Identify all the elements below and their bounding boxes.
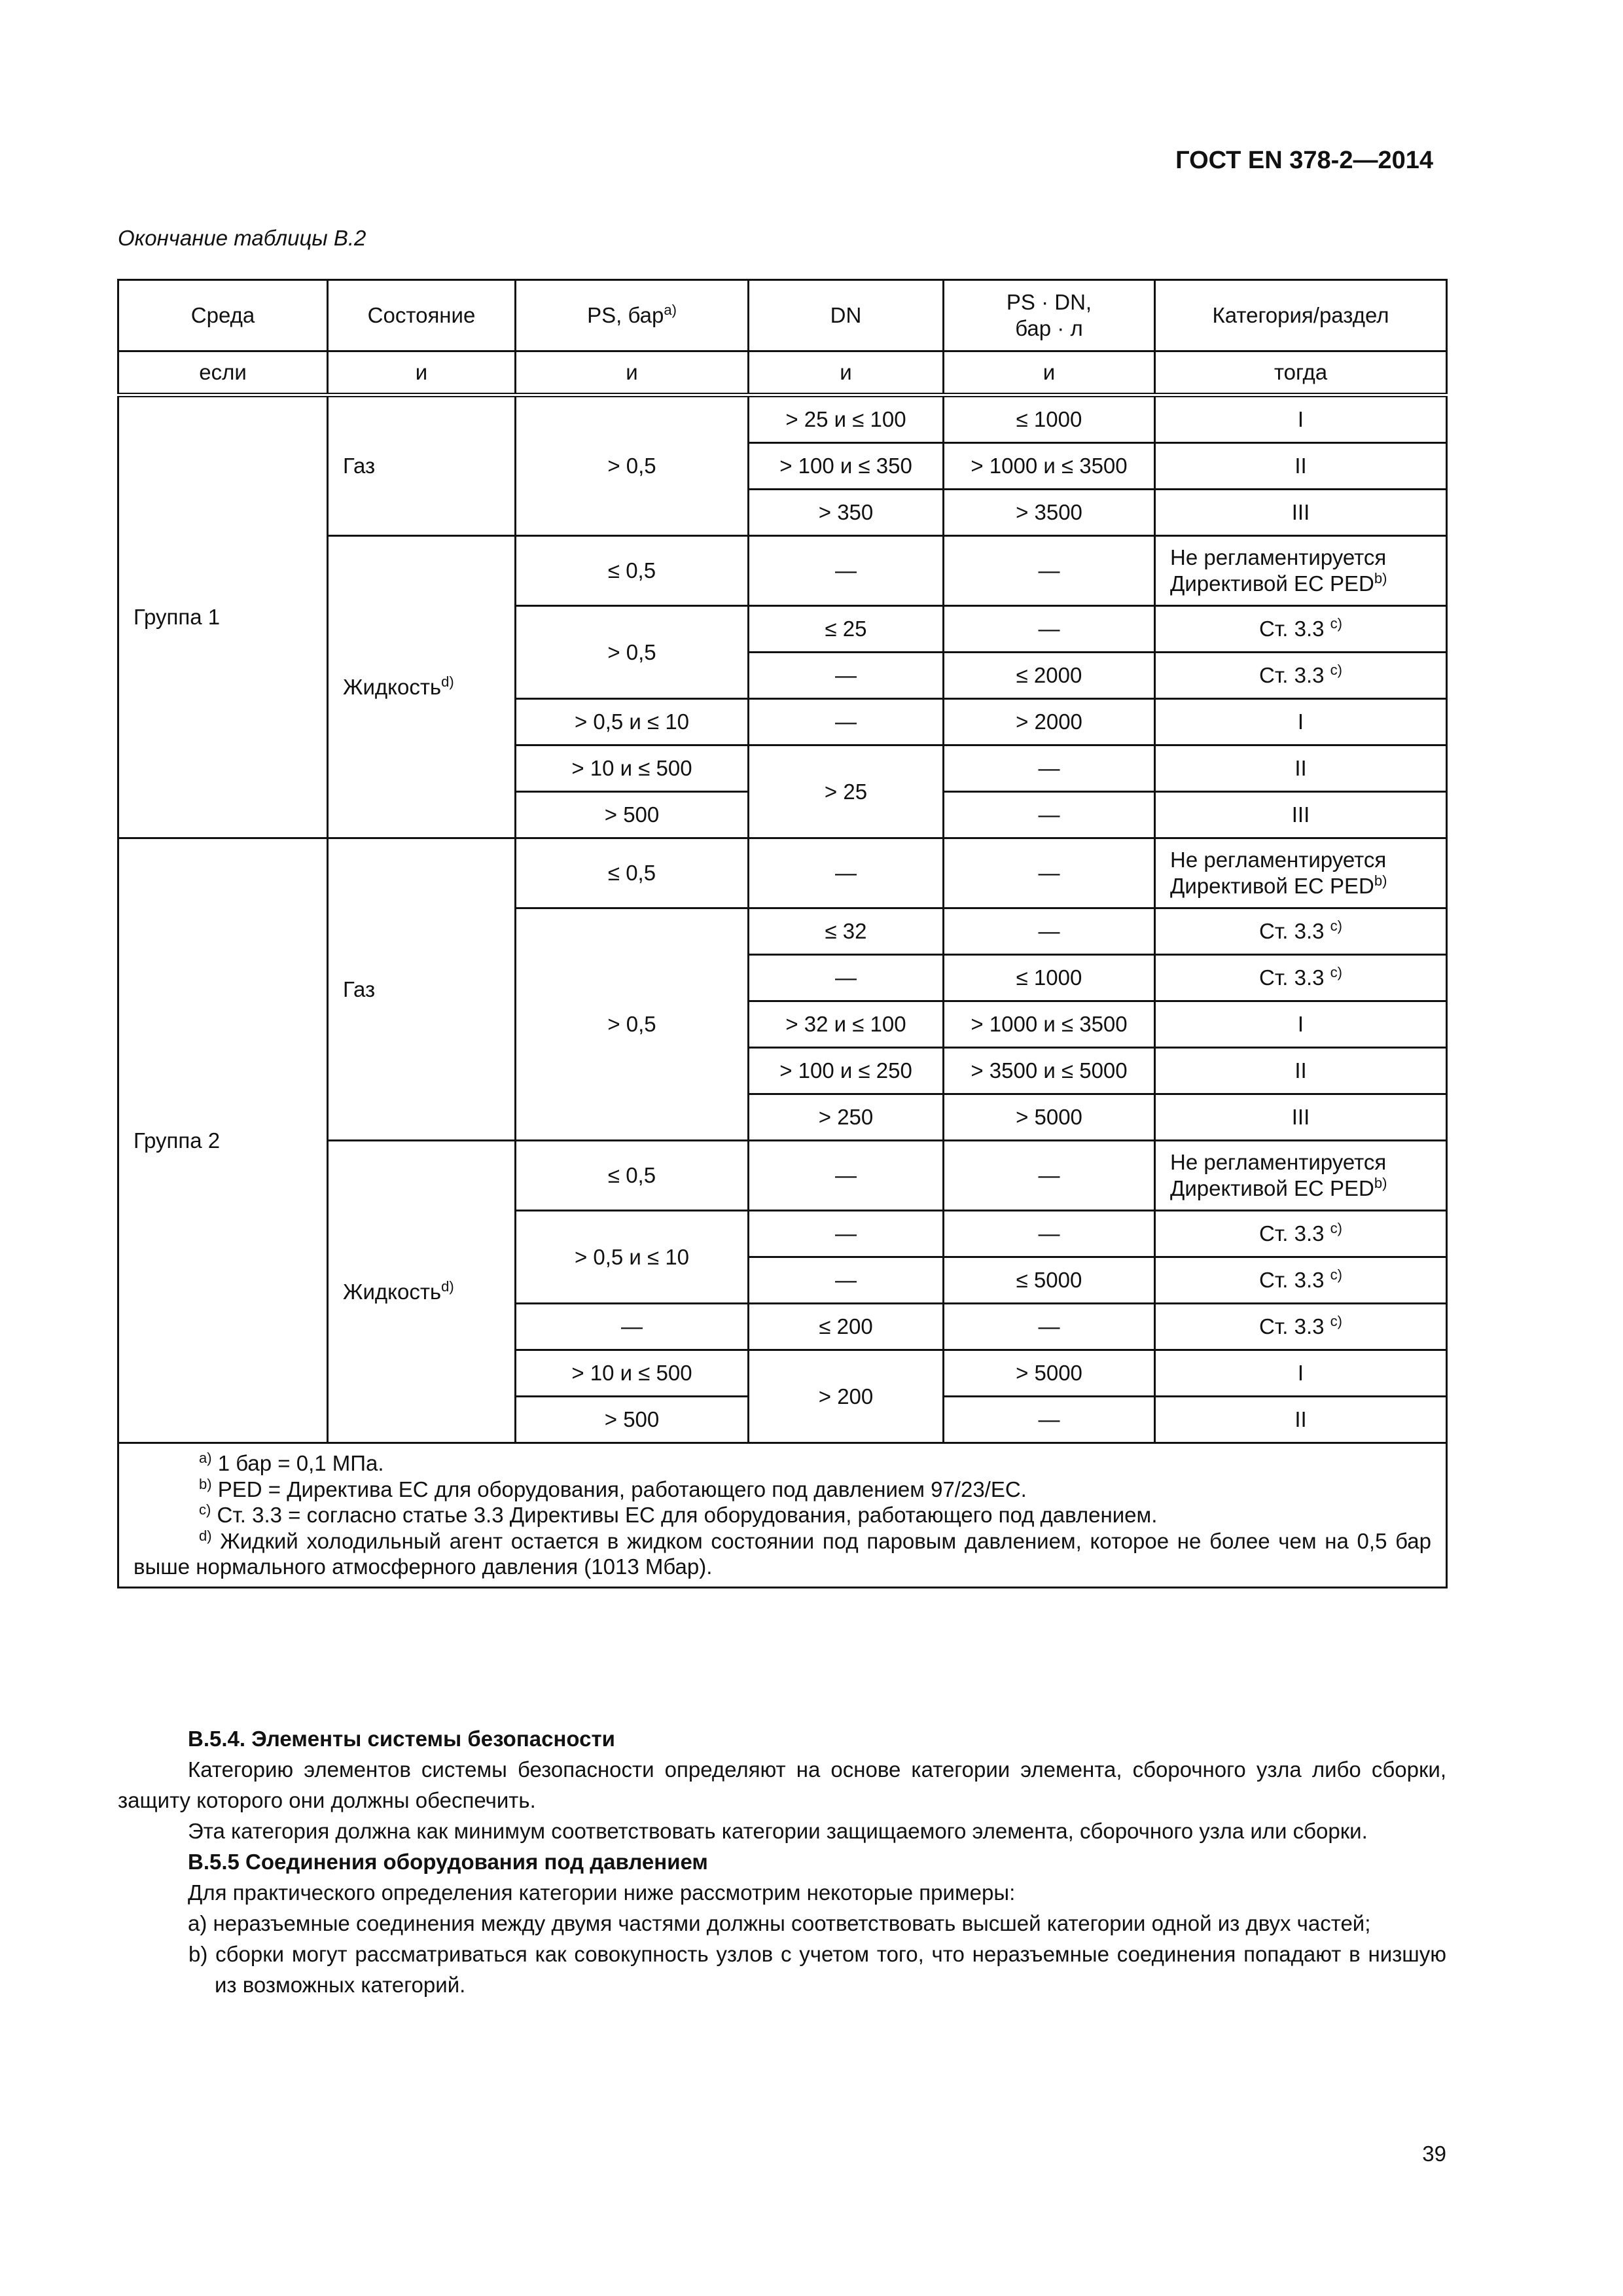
category-cell: III xyxy=(1155,1094,1447,1141)
footnote-b: $^{b)}$ PED = Директива ЕС для оборудования, работающего под давлением 97/23/ЕС. xyxy=(199,1475,1027,1501)
ps-cell: > 0,5 xyxy=(516,908,749,1141)
dn-cell: — xyxy=(749,955,944,1001)
category-cell: Не регламентируется Директивой ЕС PED$^{b)}$ xyxy=(1155,838,1447,908)
psdn-cell: — xyxy=(944,1211,1155,1257)
ps-cell: > 0,5 xyxy=(516,395,749,536)
page-number: 39 xyxy=(1422,2142,1446,2166)
dn-cell: — xyxy=(749,838,944,908)
dn-cell: ≤ 200 xyxy=(749,1304,944,1350)
condition-and: и xyxy=(944,351,1155,395)
table-row xyxy=(118,395,1447,443)
group1-gas: Газ xyxy=(328,395,516,536)
condition-and: и xyxy=(328,351,516,395)
ps-cell: > 500 xyxy=(516,1397,749,1443)
ps-cell: ≤ 0,5 xyxy=(516,536,749,606)
category-cell: III xyxy=(1155,490,1447,536)
category-cell: I xyxy=(1155,395,1447,443)
ps-cell: > 500 xyxy=(516,792,749,838)
category-cell: Ст. 3.3 $^{c)}$ xyxy=(1155,606,1447,653)
category-cell: Ст. 3.3 $^{c)}$ xyxy=(1155,1211,1447,1257)
header-medium: Среда xyxy=(118,280,328,351)
paragraph: Категорию элементов системы безопасности определяют на основе категории элемента, сборочного узла либо сборки, защиту которого они должны обеспечить. xyxy=(118,1757,1446,1812)
ps-cell: ≤ 0,5 xyxy=(516,1141,749,1211)
psdn-cell: — xyxy=(944,1141,1155,1211)
footnote-c: $^{c)}$ Ст. 3.3 = согласно статье 3.3 Директивы ЕС для оборудования, работающего под давлением. xyxy=(199,1501,1158,1528)
group1-label: Группа 1 xyxy=(118,395,328,838)
category-cell: II xyxy=(1155,1397,1447,1443)
psdn-cell: > 5000 xyxy=(944,1350,1155,1397)
ps-cell: — xyxy=(516,1304,749,1350)
psdn-cell: — xyxy=(944,1397,1155,1443)
dn-cell: — xyxy=(749,1141,944,1211)
group2-gas: Газ xyxy=(328,838,516,1141)
psdn-cell: — xyxy=(944,1304,1155,1350)
dn-cell: > 200 xyxy=(749,1350,944,1443)
paragraph: Для практического определения категории ниже рассмотрим некоторые примеры: xyxy=(188,1880,1016,1905)
ps-cell: > 0,5 и ≤ 10 xyxy=(516,699,749,745)
category-cell: II xyxy=(1155,1048,1447,1094)
category-cell: I xyxy=(1155,699,1447,745)
dn-cell: ≤ 25 xyxy=(749,606,944,653)
dn-cell: — xyxy=(749,1257,944,1304)
table-header-row xyxy=(118,280,1447,351)
group2-label: Группа 2 xyxy=(118,838,328,1443)
group1-liquid: Жидкость$^{d)}$ xyxy=(328,536,516,838)
paragraph: Эта категория должна как минимум соответствовать категории защищаемого элемента, сборочного узла или сборки. xyxy=(188,1819,1368,1843)
group2-liquid: Жидкость$^{d)}$ xyxy=(328,1141,516,1443)
dn-cell: — xyxy=(749,1211,944,1257)
category-cell: Ст. 3.3 $^{c)}$ xyxy=(1155,1257,1447,1304)
condition-if: если xyxy=(118,351,328,395)
category-cell: I xyxy=(1155,1001,1447,1048)
category-cell: Ст. 3.3 $^{c)}$ xyxy=(1155,955,1447,1001)
psdn-cell: — xyxy=(944,908,1155,955)
dn-cell: > 32 и ≤ 100 xyxy=(749,1001,944,1048)
footnote-d: $^{d)}$ Жидкий холодильный агент остается в жидком состоянии под паровым давлением, которое не более чем на 0,5 бар выше нормального атмосферного давления (1013 Мбар). xyxy=(134,1527,1431,1579)
psdn-cell: ≤ 5000 xyxy=(944,1257,1155,1304)
category-cell: Не регламентируется Директивой ЕС PED$^{b)}$ xyxy=(1155,1141,1447,1211)
psdn-cell: — xyxy=(944,536,1155,606)
psdn-cell: — xyxy=(944,792,1155,838)
header-psdn: PS · DN, бар · л xyxy=(944,280,1155,351)
ps-cell: ≤ 0,5 xyxy=(516,838,749,908)
dn-cell: > 100 и ≤ 350 xyxy=(749,443,944,490)
section-title: В.5.5 Соединения оборудования под давлением xyxy=(188,1850,708,1874)
psdn-cell: — xyxy=(944,838,1155,908)
ps-cell: > 10 и ≤ 500 xyxy=(516,1350,749,1397)
header-ps: PS, бар$^{a)}$ xyxy=(516,280,749,351)
list-item: b) сборки могут рассматриваться как совокупность узлов с учетом того, что неразъемные соединения попадают в низшую из возможных категорий. xyxy=(188,1942,1446,1997)
category-cell: Не регламентируется Директивой ЕС PED$^{b)}$ xyxy=(1155,536,1447,606)
footnote-a: $^{a)}$ 1 бар = 0,1 МПа. xyxy=(199,1450,384,1475)
header-state: Состояние xyxy=(328,280,516,351)
table-caption: Окончание таблицы В.2 xyxy=(118,226,366,250)
category-cell: I xyxy=(1155,1350,1447,1397)
table-row xyxy=(118,838,1447,908)
psdn-cell: ≤ 2000 xyxy=(944,653,1155,699)
psdn-cell: — xyxy=(944,745,1155,792)
ps-cell: > 10 и ≤ 500 xyxy=(516,745,749,792)
header-category: Категория/раздел xyxy=(1155,280,1447,351)
dn-cell: > 250 xyxy=(749,1094,944,1141)
dn-cell: > 25 и ≤ 100 xyxy=(749,395,944,443)
dn-cell: > 100 и ≤ 250 xyxy=(749,1048,944,1094)
category-table xyxy=(117,279,1448,1588)
condition-and: и xyxy=(749,351,944,395)
table-footnotes xyxy=(118,1443,1447,1588)
psdn-cell: > 1000 и ≤ 3500 xyxy=(944,1001,1155,1048)
psdn-cell: > 5000 xyxy=(944,1094,1155,1141)
header-dn: DN xyxy=(749,280,944,351)
category-cell: III xyxy=(1155,792,1447,838)
dn-cell: — xyxy=(749,536,944,606)
body-text xyxy=(118,1723,1446,2000)
dn-cell: ≤ 32 xyxy=(749,908,944,955)
standard-code: ГОСТ EN 378-2—2014 xyxy=(1175,147,1433,174)
psdn-cell: > 3500 xyxy=(944,490,1155,536)
table-condition-row xyxy=(118,351,1447,395)
condition-then: тогда xyxy=(1155,351,1447,395)
category-cell: II xyxy=(1155,745,1447,792)
psdn-cell: > 3500 и ≤ 5000 xyxy=(944,1048,1155,1094)
dn-cell: > 25 xyxy=(749,745,944,838)
psdn-cell: ≤ 1000 xyxy=(944,395,1155,443)
ps-cell: > 0,5 xyxy=(516,606,749,699)
psdn-cell: > 2000 xyxy=(944,699,1155,745)
psdn-cell: — xyxy=(944,606,1155,653)
dn-cell: > 350 xyxy=(749,490,944,536)
category-cell: Ст. 3.3 $^{c)}$ xyxy=(1155,653,1447,699)
ps-cell: > 0,5 и ≤ 10 xyxy=(516,1211,749,1304)
psdn-cell: > 1000 и ≤ 3500 xyxy=(944,443,1155,490)
dn-cell: — xyxy=(749,653,944,699)
category-cell: Ст. 3.3 $^{c)}$ xyxy=(1155,1304,1447,1350)
condition-and: и xyxy=(516,351,749,395)
category-cell: Ст. 3.3 $^{c)}$ xyxy=(1155,908,1447,955)
psdn-cell: ≤ 1000 xyxy=(944,955,1155,1001)
dn-cell: — xyxy=(749,699,944,745)
category-cell: II xyxy=(1155,443,1447,490)
table-footnotes-row xyxy=(118,1443,1447,1588)
list-item: а) неразъемные соединения между двумя частями должны соответствовать высшей категории одной из двух частей; xyxy=(188,1911,1371,1935)
section-title: В.5.4. Элементы системы безопасности xyxy=(188,1727,615,1751)
